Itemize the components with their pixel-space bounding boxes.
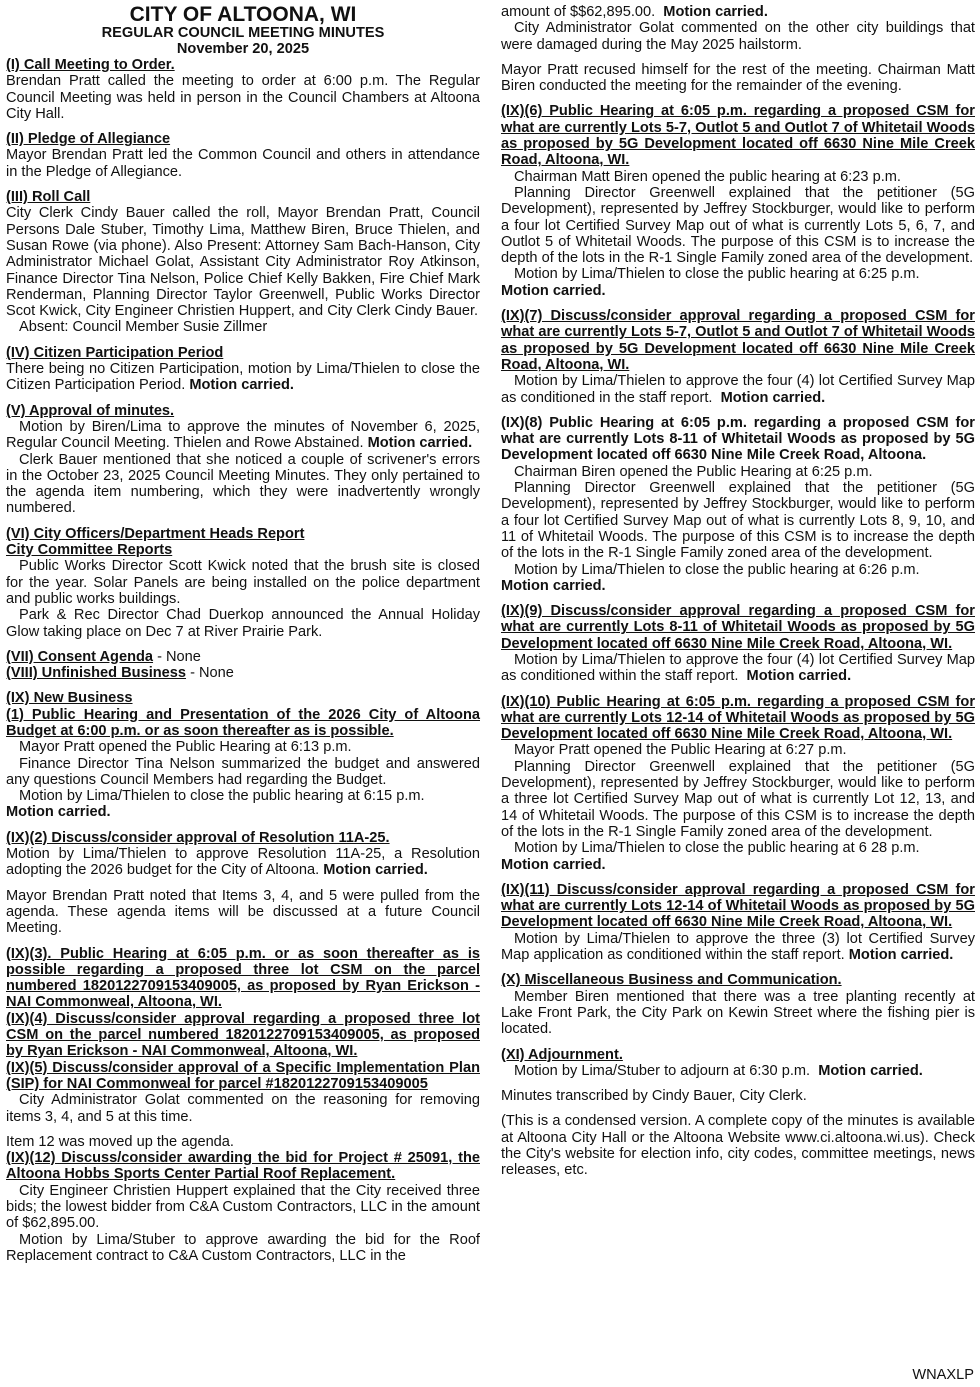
- section-heading: (X) Miscellaneous Business and Communication.: [501, 972, 842, 989]
- motion-result: Motion carried.: [818, 1062, 923, 1079]
- agenda-item-heading: (IX)(6) Public Hearing at 6:05 p.m. regarding a proposed CSM for what are currently Lots 5-7, Outlot 5 and Outlot 7 of Whitetail Woods as proposed by 5G Development located off 6630 Nine Mile Creek Road, Altoona, WI.: [501, 103, 975, 169]
- agenda-item-heading: (IX)(9) Discuss/consider approval regarding a proposed CSM for what are currently Lots 8-11 of Whitetail Woods as proposed by 5G Development located off 6630 Nine Mile Creek Road, Altoona, WI.: [501, 603, 975, 652]
- paragraph: Mayor Pratt opened the Public Hearing at 6:27 p.m.: [514, 742, 847, 759]
- text: Motion by Lima/Thielen to approve Resolution 11A-25, a Resolution adopting the 2026 budget for the City of Altoona.: [6, 846, 480, 879]
- paragraph: Finance Director Tina Nelson summarized the budget and answered any questions Council Members had regarding the Budget.: [6, 755, 480, 788]
- section-heading: (VII) Consent Agenda: [6, 648, 154, 665]
- paragraph: Motion by Lima/Thielen to close the public hearing at 6 28 p.m.: [514, 840, 920, 857]
- section-heading: (IV) Citizen Participation Period: [6, 344, 224, 361]
- consent-agenda-line: [6, 649, 480, 665]
- paragraph: [6, 419, 480, 452]
- paragraph: [501, 652, 975, 685]
- section-approval-of-minutes: [6, 403, 480, 517]
- paragraph: [501, 1063, 975, 1079]
- left-column: [6, 4, 480, 1264]
- section-item-11: [501, 882, 975, 963]
- text: There being no Citizen Participation, motion by Lima/Thielen to close the Citizen Participation Period.: [6, 361, 480, 394]
- section-heading: (XI) Adjournment.: [501, 1046, 623, 1063]
- agenda-item-heading: (1) Public Hearing and Presentation of the 2026 City of Altoona Budget at 6:00 p.m. or as soon thereafter as is possible.: [6, 706, 480, 739]
- paragraph: Brendan Pratt called the meeting to order at 6:00 p.m. The Regular Council Meeting was held in person in the Council Chambers at Altoona City Hall.: [6, 73, 480, 122]
- motion-result: Motion carried.: [720, 389, 826, 406]
- paragraph: Motion by Lima/Thielen to close the public hearing at 6:15 p.m.: [19, 788, 425, 805]
- section-reports: [6, 526, 480, 640]
- agenda-item-heading: (IX)(12) Discuss/consider awarding the bid for Project # 25091, the Altoona Hobbs Sports Center Partial Roof Replacement.: [6, 1150, 480, 1183]
- section-item-10: [501, 694, 975, 873]
- section-item-9: [501, 603, 975, 684]
- paragraph: City Clerk Cindy Bauer called the roll, Mayor Brendan Pratt, Council Persons Dale Stuber, Timothy Lima, Matthew Biren, Bruce Thielen, and Susan Rowe (via phone). Also Present: Attorney Sam Bach-Hanson, City Administrator Michael Golat, Assistant City Administrator Roy Atkinson, Finance Director Tina Nelson, Police Chief Kelly Bakken, Fire Chief Mark Renderman, Planning Director Taylor Greenwell, Public Works Director Scot Kwick, City Engineer Christien Huppert, and City Clerk Cindy Bauer.: [6, 205, 480, 320]
- text: Motion by Lima/Thielen to approve the four (4) lot Certified Survey Map as conditioned within the staff report.: [501, 651, 975, 685]
- motion-result: Motion carried.: [323, 862, 428, 879]
- section-item-2: [6, 830, 480, 937]
- paragraph: [501, 931, 975, 964]
- paragraph: [501, 373, 975, 406]
- paragraph: Planning Director Greenwell explained that the petitioner (5G Development), represented by Jeffrey Stockburger, would like to perform a four lot Certified Survey Map out of what is currently Lots 5, 6, 7, and Outlot 5 of Whitetail Woods. The purpose of this CSM is to increase the depth of the lots in the R-1 Single Family zoned area of the development.: [501, 184, 975, 267]
- motion-result: Motion carried.: [746, 668, 852, 685]
- paragraph: (This is a condensed version. A complete copy of the minutes is available at Altoona City Hall or the Altoona Website www.ci.altoona.wi.us). Check the City's website for election info, city codes, committee meetings, news releases, etc.: [501, 1113, 975, 1179]
- paragraph: City Engineer Christien Huppert explained that the City received three bids; the lowest bidder from C&A Custom Contractors, LLC in the amount of $62,895.00.: [6, 1182, 480, 1232]
- section-item-6: [501, 103, 975, 299]
- text: Motion by Biren/Lima to approve the minutes of November 6, 2025, Regular Council Meeting. Thielen and Rowe Abstained.: [6, 418, 480, 452]
- right-column: [501, 4, 975, 1179]
- masthead: [6, 4, 480, 57]
- motion-result: Motion carried.: [501, 282, 606, 299]
- agenda-item-heading: (IX)(4) Discuss/consider approval regarding a proposed three lot CSM on the parcel numbered 1820122709153409005, as proposed by Ryan Erickson - NAI Commonweal, Altoona, WI.: [6, 1010, 480, 1060]
- text: Motion by Lima/Thielen to approve the four (4) lot Certified Survey Map as conditioned in the staff report.: [501, 373, 975, 406]
- paragraph: Item 12 was moved up the agenda.: [6, 1133, 234, 1150]
- section-item-8: [501, 415, 975, 594]
- agenda-item-heading: (IX)(8) Public Hearing at 6:05 p.m. regarding a proposed CSM for what are currently Lots 8-11 of Whitetail Woods as proposed by 5G Development located off 6630 Nine Mile Creek Road, Altoona.: [501, 414, 975, 464]
- motion-result: Motion carried.: [501, 577, 606, 594]
- motion-result: Motion carried.: [501, 856, 606, 873]
- unfinished-business-line: [6, 665, 480, 681]
- agenda-item-heading: (IX)(3). Public Hearing at 6:05 p.m. or as soon thereafter as is possible regarding a proposed three lot CSM on the parcel numbered 1820122709153409005, as proposed by Ryan Erickson - NAI Commonweal, Altoona, WI.: [6, 945, 480, 1011]
- section-roll-call: [6, 189, 480, 336]
- paragraph: Clerk Bauer mentioned that she noticed a couple of scrivener's errors in the October 23, 2025 Council Meeting Minutes. They only pertained to the agenda item numbering, which they were inadvertently wrongly numbered.: [6, 451, 480, 517]
- section-heading: (II) Pledge of Allegiance: [6, 131, 171, 148]
- publication-code: WNAXLP: [912, 1366, 974, 1383]
- paragraph: Mayor Brendan Pratt led the Common Council and others in attendance in the Pledge of Allegiance.: [6, 147, 480, 180]
- page-subtitle: REGULAR COUNCIL MEETING MINUTES: [101, 25, 385, 41]
- paragraph: Mayor Pratt opened the Public Hearing at 6:13 p.m.: [19, 739, 352, 756]
- paragraph: Motion by Lima/Stuber to approve awarding the bid for the Roof Replacement contract to C&A Custom Contractors, LLC in the: [6, 1231, 480, 1264]
- paragraph: Chairman Biren opened the Public Hearing at 6:25 p.m.: [514, 463, 873, 480]
- paragraph: [501, 4, 975, 20]
- paragraph: Minutes transcribed by Cindy Bauer, City Clerk.: [501, 1088, 807, 1105]
- section-item-12: [6, 1134, 480, 1264]
- motion-result: Motion carried.: [6, 804, 111, 821]
- section-adjournment: [501, 1047, 975, 1080]
- section-call-to-order: [6, 57, 480, 122]
- section-heading: (VIII) Unfinished Business: [6, 665, 187, 682]
- section-pledge: [6, 131, 480, 180]
- section-heading: (I) Call Meeting to Order.: [6, 57, 175, 73]
- paragraph: Mayor Brendan Pratt noted that Items 3, 4, and 5 were pulled from the agenda. These agenda items will be discussed at a future Council Meeting.: [6, 887, 480, 937]
- section-consent-unfinished: [6, 649, 480, 682]
- text: - None: [153, 648, 201, 665]
- section-heading: (IX) New Business: [6, 690, 133, 707]
- section-heading: (VI) City Officers/Department Heads Report: [6, 525, 305, 542]
- paragraph: Planning Director Greenwell explained that the petitioner (5G Development), represented by Jeffrey Stockburger, would like to perform a four lot Certified Survey Map out of what is currently Lots 8, 9, 10, and 11 of Whitetail Woods. The purpose of this CSM is to increase the depth of the lots in the R-1 Single Family zoned area of the development.: [501, 480, 975, 562]
- paragraph: City Administrator Golat commented on the other city buildings that were damaged during the May 2025 hailstorm.: [501, 20, 975, 53]
- motion-result: Motion carried.: [367, 435, 473, 452]
- motion-result: Motion carried.: [663, 4, 768, 20]
- text: Motion by Lima/Stuber to adjourn at 6:30 p.m.: [514, 1062, 811, 1079]
- paragraph: City Administrator Golat commented on the reasoning for removing items 3, 4, and 5 at this time.: [6, 1092, 480, 1125]
- text: amount of $$62,895.00.: [501, 4, 656, 20]
- paragraph: Member Biren mentioned that there was a tree planting recently at Lake Front Park, the City Park on Kewin Street where the fishing pier is located.: [501, 988, 975, 1038]
- paragraph: Chairman Matt Biren opened the public hearing at 6:23 p.m.: [514, 168, 901, 185]
- agenda-item-heading: (IX)(10) Public Hearing at 6:05 p.m. regarding a proposed CSM for what are currently Lots 12-14 of Whitetail Woods as proposed by 5G Development located off 6630 Nine Mile Creek Road, Altoona, WI.: [501, 693, 975, 743]
- motion-result: Motion carried.: [189, 377, 294, 394]
- section-heading: (III) Roll Call: [6, 189, 91, 206]
- paragraph: Park & Rec Director Chad Duerkop announced the Annual Holiday Glow taking place on Dec 7 at River Prairie Park.: [6, 607, 480, 640]
- page-title: CITY OF ALTOONA, WI: [129, 3, 357, 26]
- text: Motion by Lima/Thielen to approve the three (3) lot Certified Survey Map application as conditioned within the staff report.: [501, 930, 975, 964]
- section-new-business: [6, 690, 480, 820]
- agenda-item-heading: (IX)(5) Discuss/consider approval of a Specific Implementation Plan (SIP) for NAI Commonweal for parcel #1820122709153409005: [6, 1059, 480, 1092]
- paragraph: Public Works Director Scott Kwick noted that the brush site is closed for the year. Solar Panels are being installed on the police department and public works buildings.: [6, 558, 480, 607]
- meeting-date: November 20, 2025: [176, 40, 310, 57]
- motion-result: Motion carried.: [848, 947, 954, 964]
- text: - None: [186, 665, 234, 682]
- paragraph: Motion by Lima/Thielen to close the public hearing at 6:26 p.m.: [514, 561, 920, 578]
- section-heading: City Committee Reports: [6, 542, 173, 559]
- section-misc-business: [501, 972, 975, 1037]
- paragraph: Absent: Council Member Susie Zillmer: [19, 319, 268, 336]
- paragraph: Planning Director Greenwell explained that the petitioner (5G Development), represented by Jeffrey Stockburger, would like to perform a three lot Certified Survey Map out of what is currently Lot 12, 13, and 14 of Whitetail Woods. The purpose of this CSM is to increase the depth of the lots in the R-1 Single Family zoned area of the development.: [501, 758, 975, 840]
- paragraph: Motion by Lima/Thielen to close the public hearing at 6:25 p.m.: [514, 266, 920, 283]
- item-12-continued: [501, 4, 975, 94]
- section-item-7: [501, 308, 975, 406]
- transcribed-line: [501, 1088, 975, 1104]
- section-items-3-5: [6, 946, 480, 1125]
- paragraph: [6, 846, 480, 879]
- agenda-item-heading: (IX)(7) Discuss/consider approval regarding a proposed CSM for what are currently Lots 5-7, Outlot 5 and Outlot 7 of Whitetail Woods as proposed by 5G Development located off 6630 Nine Mile Creek Road, Altoona, WI.: [501, 308, 975, 373]
- paragraph: [6, 361, 480, 394]
- condensed-note: [501, 1113, 975, 1178]
- paragraph: Mayor Pratt recused himself for the rest of the meeting. Chairman Matt Biren conducted the meeting for the remainder of the evening.: [501, 61, 975, 95]
- agenda-item-heading: (IX)(2) Discuss/consider approval of Resolution 11A-25.: [6, 829, 390, 846]
- agenda-item-heading: (IX)(11) Discuss/consider approval regarding a proposed CSM for what are currently Lots 12-14 of Whitetail Woods as proposed by 5G Development located off 6630 Nine Mile Creek Road, Altoona, WI.: [501, 881, 975, 931]
- section-citizen-participation: [6, 345, 480, 394]
- section-heading: (V) Approval of minutes.: [6, 402, 175, 419]
